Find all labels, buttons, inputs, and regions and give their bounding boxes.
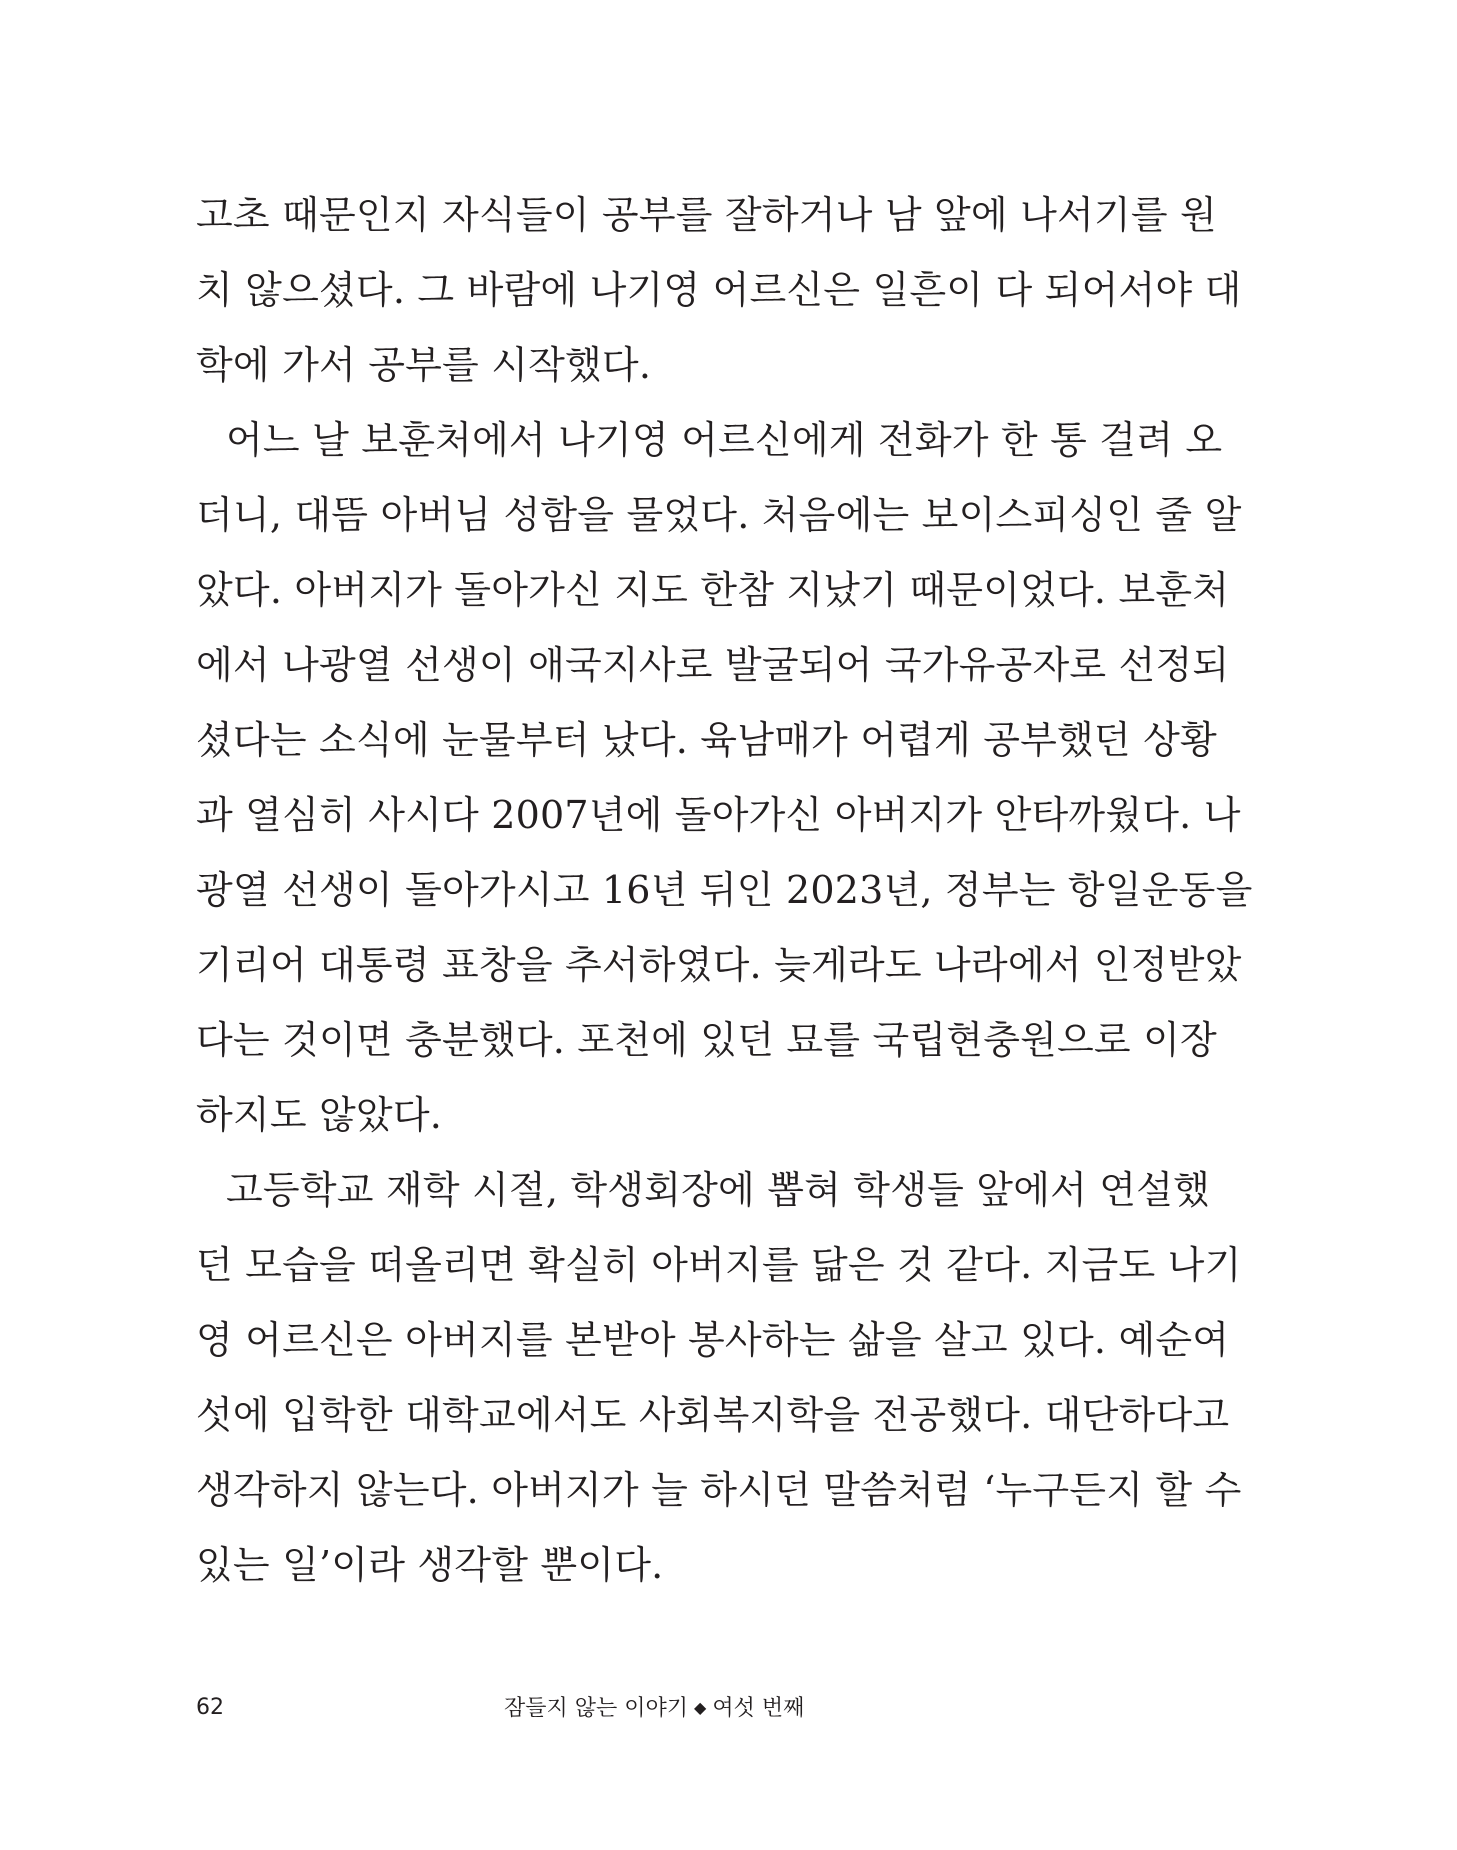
text-line: 영 어르신은 아버지를 본받아 봉사하는 삶을 살고 있다. 예순여: [196, 1318, 1230, 1362]
text-line: 있는 일’이라 생각할 뿐이다.: [196, 1543, 664, 1587]
running-title: [504, 1688, 804, 1729]
text-line: 았다. 아버지가 돌아가신 지도 한참 지났기 때문이었다. 보훈처: [196, 568, 1230, 612]
volume-label: 여섯 번째: [712, 1696, 805, 1721]
text-line: 치 않으셨다. 그 바람에 나기영 어르신은 일흔이 다 되어서야 대: [196, 268, 1242, 312]
text-line: 다는 것이면 충분했다. 포천에 있던 묘를 국립현충원으로 이장: [196, 1018, 1217, 1062]
body-text: [196, 178, 1253, 1603]
text-line: 광열 선생이 돌아가시고 16년 뒤인 2023년, 정부는 항일운동을: [196, 868, 1253, 912]
text-line: 학에 가서 공부를 시작했다.: [196, 343, 652, 387]
text-line: 기리어 대통령 표창을 추서하였다. 늦게라도 나라에서 인정받았: [196, 943, 1242, 987]
text-line: 던 모습을 떠올리면 확실히 아버지를 닮은 것 같다. 지금도 나기: [196, 1243, 1242, 1287]
page-footer: [0, 1688, 1457, 1728]
text-line: 생각하지 않는다. 아버지가 늘 하시던 말씀처럼 ‘누구든지 할 수: [196, 1468, 1242, 1512]
diamond-icon: ◆: [694, 1698, 707, 1717]
text-line: 고등학교 재학 시절, 학생회장에 뽑혀 학생들 앞에서 연설했: [226, 1168, 1211, 1212]
text-line: 섯에 입학한 대학교에서도 사회복지학을 전공했다. 대단하다고: [196, 1393, 1230, 1437]
book-title: 잠들지 않는 이야기: [504, 1696, 689, 1721]
text-line: 셨다는 소식에 눈물부터 났다. 육남매가 어렵게 공부했던 상황: [196, 718, 1217, 762]
text-line: 어느 날 보훈처에서 나기영 어르신에게 전화가 한 통 걸려 오: [226, 418, 1223, 462]
text-line: 더니, 대뜸 아버님 성함을 물었다. 처음에는 보이스피싱인 줄 알: [196, 493, 1242, 537]
page-number: 62: [196, 1695, 224, 1720]
text-line: 고초 때문인지 자식들이 공부를 잘하거나 남 앞에 나서기를 원: [196, 193, 1217, 237]
text-line: 에서 나광열 선생이 애국지사로 발굴되어 국가유공자로 선정되: [196, 643, 1230, 687]
text-line: 과 열심히 사시다 2007년에 돌아가신 아버지가 안타까웠다. 나: [196, 793, 1241, 837]
text-line: 하지도 않았다.: [196, 1093, 443, 1137]
